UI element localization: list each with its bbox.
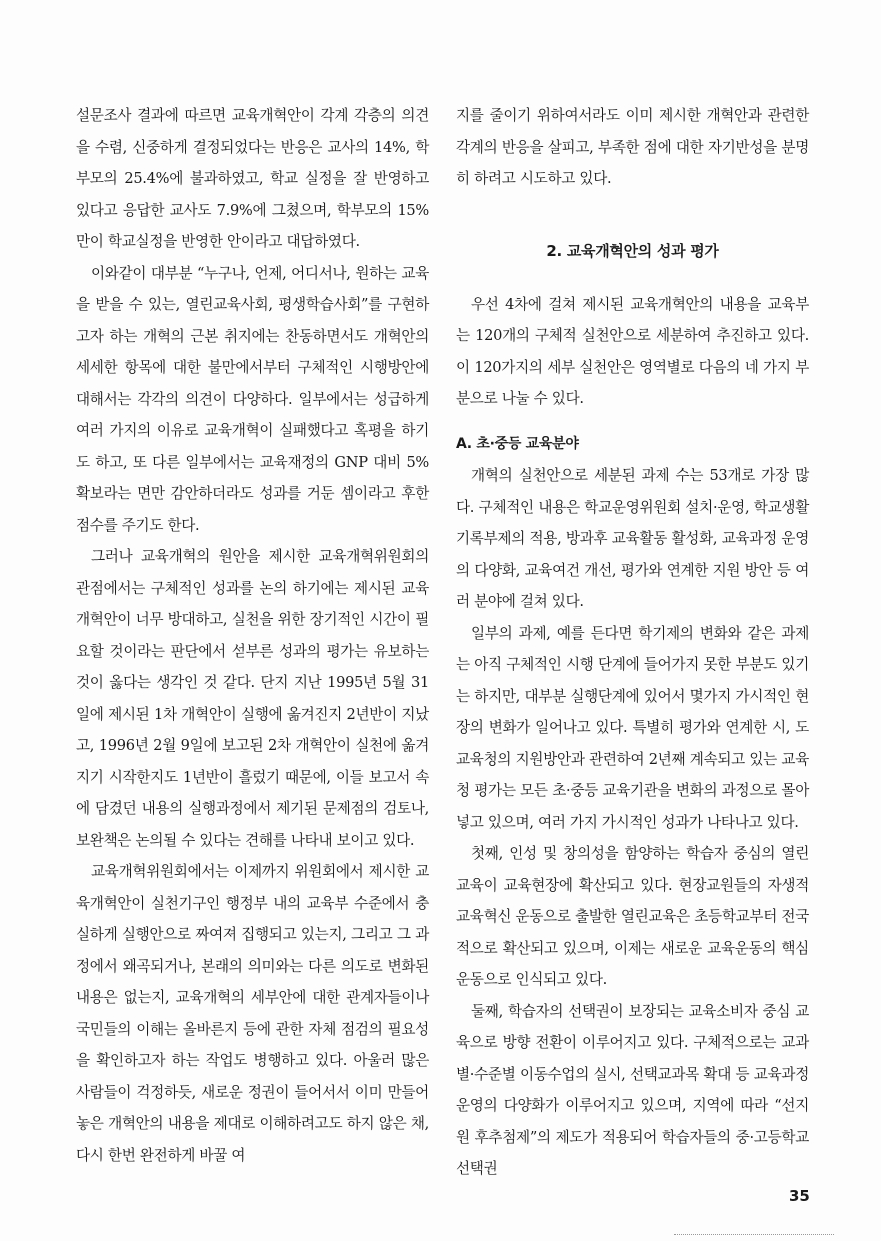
body-paragraph: 이와같이 대부분 “누구나, 언제, 어디서나, 원하는 교육을 받을 수 있는, 열린교육사회, 평생학습사회”를 구현하고자 하는 개혁의 근본 취지에는 찬동하면서도 개혁안의 세세한 항목에 대한 불만에서부터 구체적인 시행방안에 대해서는 각각의 의견이 다양하다. 일부에서는 성급하게 여러 가지의 이유로 교육개혁이 실패했다고 혹평을 하기도 하고, 또 다른 일부에서는 교육재정의 GNP 대비 5% 확보라는 면만 감안하더라도 성과를 거둔 셈이라고 후한 점수를 주기도 한다. — [76, 264, 429, 534]
body-paragraph: 둘째, 학습자의 선택권이 보장되는 교육소비자 중심 교육으로 방향 전환이 이루어지고 있다. 구체적으로는 교과별·수준별 이동수업의 실시, 선택교과목 확대 등 교육과정 운영의 다양화가 이루어지고 있으며, 지역에 따라 “선지원 후추첨제”의 제도가 적용되어 학습자들의 중·고등학교 선택권 — [456, 1002, 809, 1177]
section-heading: 2. 교육개혁안의 성과 평가 — [546, 241, 719, 260]
body-paragraph: 첫째, 인성 및 창의성을 함양하는 학습자 중심의 열린교육이 교육현장에 확산되고 있다. 현장교원들의 자생적 교육혁신 운동으로 출발한 열린교육은 초등학교부터 전국적으로 확산되고 있으며, 이제는 새로운 교육운동의 핵심운동으로 인식되고 있다. — [456, 845, 809, 988]
page-number: 35 — [789, 1187, 810, 1205]
continued-paragraph: 지를 줄이기 위하여서라도 이미 제시한 개혁안과 관련한 각계의 반응을 살피고, 부족한 점에 대한 자기반성을 분명히 하려고 시도하고 있다. — [456, 107, 809, 187]
subsection-heading: A. 초·중등 교육분야 — [456, 435, 579, 452]
bottom-rule — [674, 1234, 834, 1235]
body-paragraph: 일부의 과제, 예를 든다면 학기제의 변화와 같은 과제는 아직 구체적인 시행 단계에 들어가지 못한 부분도 있기는 하지만, 대부분 실행단계에 있어서 몇가지 가시적인 현장의 변화가 일어나고 있다. 특별히 평가와 연계한 시, 도교육청의 지원방안과 관련하여 2년째 계속되고 있는 교육청 평가는 모든 초·중등 교육기관을 변화의 과정으로 몰아넣고 있으며, 여러 가지 가시적인 성과가 나타나고 있다. — [456, 624, 809, 831]
section-intro: 우선 4차에 걸쳐 제시된 교육개혁안의 내용을 교육부는 120개의 구체적 실천안으로 세분하여 추진하고 있다. 이 120가지의 세부 실천안은 영역별로 다음의 네 가지 부분으로 나눌 수 있다. — [456, 295, 809, 407]
body-paragraph: 그러나 교육개혁의 원안을 제시한 교육개혁위원회의 관점에서는 구체적인 성과를 논의 하기에는 제시된 교육개혁안이 너무 방대하고, 실천을 위한 장기적인 시간이 필요할 것이라는 판단에서 섣부른 성과의 평가는 유보하는 것이 옳다는 생각인 것 같다. 단지 지난 1995년 5월 31일에 제시된 1차 개혁안이 실행에 옮겨진지 2년반이 지났고, 1996년 2월 9일에 보고된 2차 개혁안이 실천에 옮겨지기 시작한지도 1년반이 흘렀기 때문에, 이들 보고서 속에 담겼던 내용의 실행과정에서 제기된 문제점의 검토나, 보완책은 논의될 수 있다는 견해를 나타내 보이고 있다. — [76, 548, 429, 849]
body-paragraph: 설문조사 결과에 따르면 교육개혁안이 각계 각층의 의견을 수렴, 신중하게 결정되었다는 반응은 교사의 14%, 학부모의 25.4%에 불과하였고, 학교 실정을 잘 반영하고 있다고 응답한 교사도 7.9%에 그쳤으며, 학부모의 15%만이 학교실정을 반영한 안이라고 대답하였다. — [76, 107, 429, 250]
body-paragraph: 개혁의 실천안으로 세분된 과제 수는 53개로 가장 많다. 구체적인 내용은 학교운영위원회 설치·운영, 학교생활기록부제의 적용, 방과후 교육활동 활성화, 교육과정 운영의 다양화, 교육여건 개선, 평가와 연계한 지원 방안 등 여러 분야에 걸쳐 있다. — [456, 467, 809, 610]
left-column — [76, 100, 429, 1171]
right-column — [456, 100, 809, 1185]
body-paragraph: 교육개혁위원회에서는 이제까지 위원회에서 제시한 교육개혁안이 실천기구인 행정부 내의 교육부 수준에서 충실하게 실행안으로 짜여져 집행되고 있는지, 그리고 그 과정에서 왜곡되거나, 본래의 의미와는 다른 의도로 변화된 내용은 없는지, 교육개혁의 세부안에 대한 관계자들이나 국민들의 이해는 올바른지 등에 관한 자체 점검의 필요성을 확인하고자 하는 작업도 병행하고 있다. 아울러 많은 사람들이 걱정하듯, 새로운 정권이 들어서서 이미 만들어 놓은 개혁안의 내용을 제대로 이해하려고도 하지 않은 채, 다시 한번 완전하게 바꿀 여 — [76, 863, 429, 1164]
